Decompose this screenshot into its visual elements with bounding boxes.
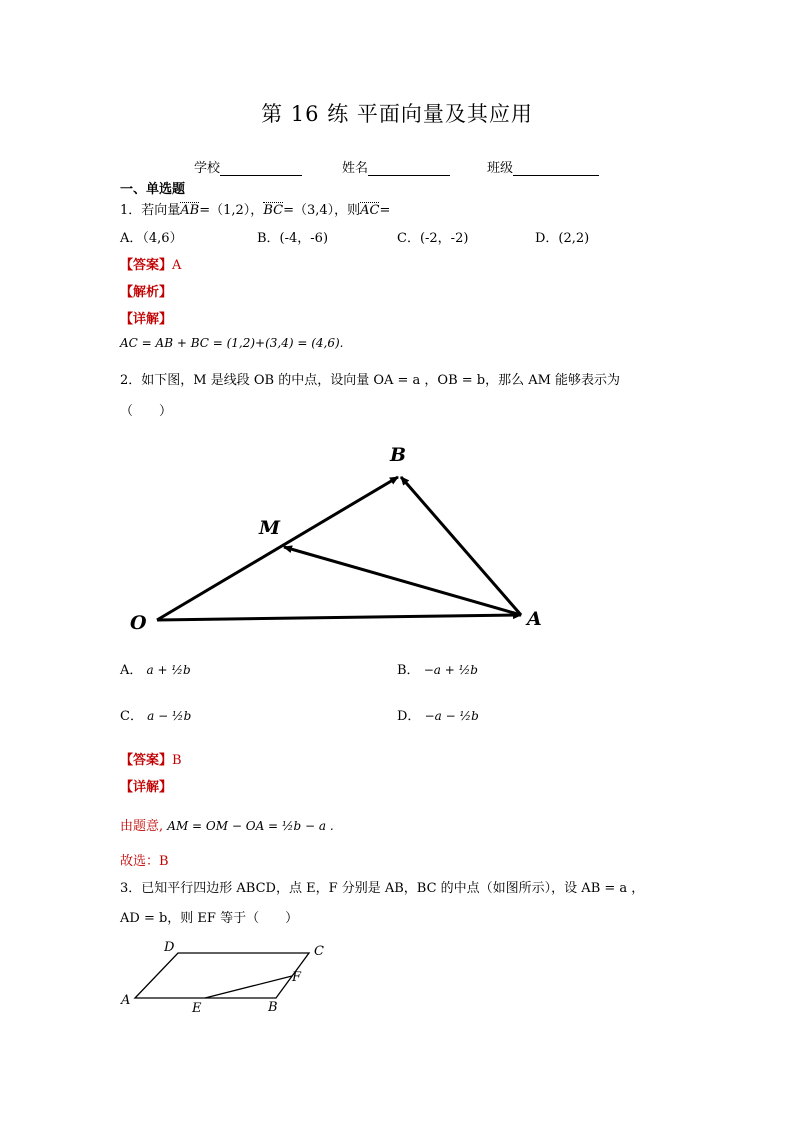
label-o: O — [130, 612, 147, 634]
label-e: E — [192, 1001, 202, 1016]
label-f: F — [292, 970, 302, 985]
label-b-q3: B — [268, 1000, 278, 1015]
q2-paren: （ ） — [120, 404, 173, 419]
q1-detail-equation: AC = AB + BC = (1,2)+(3,4) = (4,6). — [120, 336, 344, 350]
q2-option-a[interactable]: A． a + ½b — [120, 663, 191, 678]
q1-option-d[interactable]: D．(2,2) — [535, 231, 590, 246]
q2-option-b[interactable]: B． −a + ½b — [397, 663, 478, 678]
parallelogram-abcd — [135, 953, 309, 998]
q2-detail-label: 【详解】 — [120, 780, 173, 795]
q1-answer: 【答案】A — [120, 258, 182, 273]
q2-stem: 2．如下图，M 是线段 OB 的中点，设向量 OA = a ，OB = b，那么 AM 能够表示为 — [120, 373, 621, 388]
label-c: C — [314, 944, 324, 959]
label-d: D — [164, 940, 175, 955]
class-label: 班级 — [487, 161, 514, 176]
q1-analysis-label: 【解析】 — [120, 285, 173, 300]
q2-option-d[interactable]: D． −a − ½b — [397, 709, 479, 724]
page-title: 第 16 练 平面向量及其应用 — [261, 102, 533, 126]
q2-detail: 由题意, AM = OM − OA = ½b − a . — [120, 819, 334, 834]
q1-option-b[interactable]: B．(-4，-6) — [257, 231, 329, 246]
label-a: A — [527, 608, 542, 630]
q3-stem-line2: AD = b，则 EF 等于（ ） — [120, 911, 299, 926]
q1-detail-label: 【详解】 — [120, 312, 173, 327]
section-heading: 一、单选题 — [120, 182, 186, 197]
q2-option-c[interactable]: C． a − ½b — [120, 709, 192, 724]
q1-option-c[interactable]: C．(-2，-2) — [397, 231, 469, 246]
label-b: B — [390, 444, 407, 466]
name-label: 姓名 — [342, 161, 369, 176]
label-m: M — [259, 517, 281, 539]
q1-stem: 1．若向量AB=（1,2），BC=（3,4），则AC= — [120, 203, 391, 218]
label-a-q3: A — [121, 993, 131, 1008]
school-label: 学校 — [194, 161, 221, 176]
q3-stem-line1: 3．已知平行四边形 ABCD，点 E，F 分别是 AB，BC 的中点（如图所示），设 AB = a ， — [120, 881, 645, 896]
q1-option-a[interactable]: A．（4,6） — [120, 231, 183, 246]
q2-choice: 故选：B — [120, 854, 169, 869]
q2-answer: 【答案】B — [120, 753, 182, 768]
